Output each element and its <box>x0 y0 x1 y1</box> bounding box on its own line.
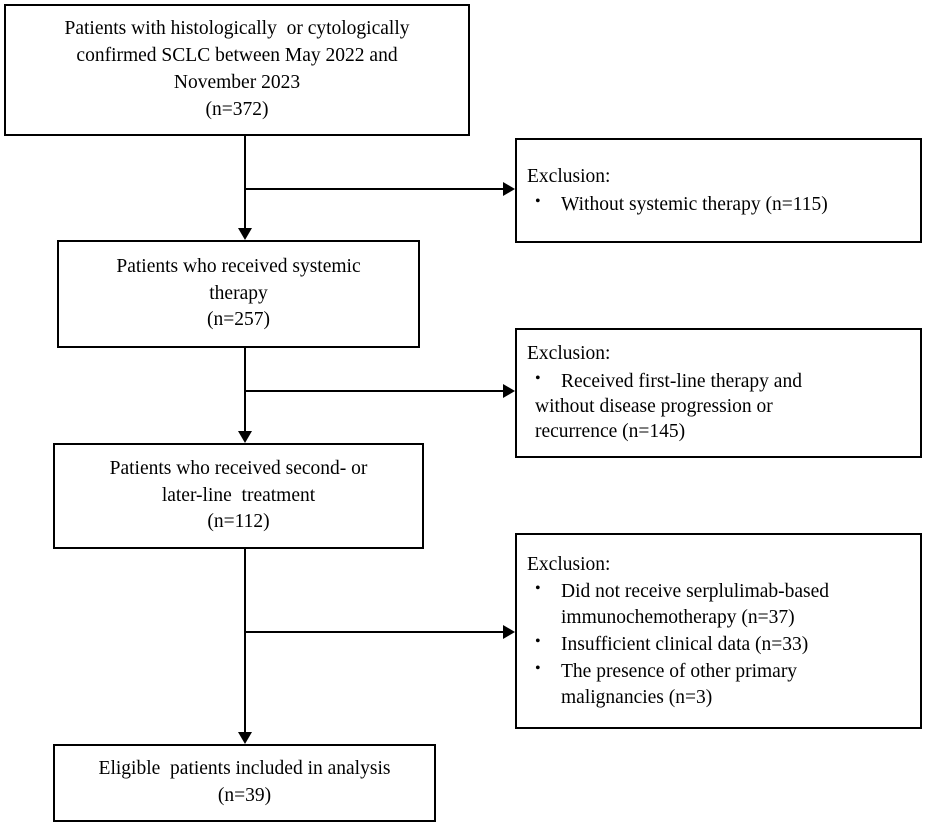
exclusion-1-item-1-line-1: • Without systemic therapy (n=115) <box>561 193 828 215</box>
exclusion-1-item-1 <box>517 192 920 217</box>
node-systemic-therapy-line-2: therapy <box>209 282 268 304</box>
exclusion-3-list <box>517 577 920 710</box>
node-enrollment-line-2: confirmed SCLC between May 2022 and <box>76 45 398 67</box>
node-second-or-later-line-line-2: later-line treatment <box>161 484 316 506</box>
exclusion-3-item-2-line-1: • Insufficient clinical data (n=33) <box>561 634 809 655</box>
arrowhead-exclusion-1 <box>503 182 515 196</box>
exclusion-2-item-1-line-3: recurrence (n=145) <box>535 421 686 443</box>
node-enrollment-line-1: Patients with histologically or cytologically <box>64 18 410 40</box>
arrowhead-enrollment-to-systemic <box>238 228 252 240</box>
node-systemic-therapy-line-3: (n=257) <box>207 309 270 331</box>
exclusion-2-title: Exclusion: <box>527 343 611 365</box>
node-second-or-later-line-line-3: (n=112) <box>207 511 270 533</box>
node-second-or-later-line <box>53 443 424 549</box>
node-second-or-later-line-line-1: Patients who received second- or <box>109 457 368 479</box>
exclusion-2-item-1 <box>517 369 920 445</box>
exclusion-3-item-1-line-1: • Did not receive serplulimab-based <box>561 581 830 603</box>
exclusion-2-item-1-line-1: • Received first-line therapy and <box>561 370 802 392</box>
connector-branch-exclusion-2 <box>244 390 503 392</box>
node-enrollment <box>4 4 470 136</box>
connector-secondline-to-eligible <box>244 549 246 732</box>
exclusion-3-item-1-line-2: immunochemotherapy (n=37) <box>561 606 795 628</box>
connector-branch-exclusion-1 <box>244 188 503 190</box>
arrowhead-systemic-to-secondline <box>238 431 252 443</box>
connector-enrollment-to-systemic <box>244 136 246 228</box>
exclusion-box-3 <box>515 533 922 729</box>
exclusion-1-title: Exclusion: <box>527 166 611 188</box>
exclusion-3-item-3 <box>517 659 920 710</box>
node-eligible <box>53 744 436 822</box>
node-eligible-line-2: (n=39) <box>217 785 272 806</box>
node-systemic-therapy <box>57 240 420 348</box>
exclusion-3-title: Exclusion: <box>527 553 611 575</box>
exclusion-3-item-1 <box>517 579 920 630</box>
exclusion-box-2 <box>515 328 922 458</box>
exclusion-3-item-3-line-2: malignancies (n=3) <box>561 686 713 708</box>
arrowhead-exclusion-2 <box>503 384 515 398</box>
node-systemic-therapy-line-1: Patients who received systemic <box>116 255 361 277</box>
exclusion-2-list <box>517 367 920 445</box>
exclusion-3-item-2 <box>517 632 920 657</box>
node-enrollment-line-4: (n=372) <box>205 98 269 120</box>
arrowhead-secondline-to-eligible <box>238 732 252 744</box>
arrowhead-exclusion-3 <box>503 625 515 639</box>
node-enrollment-line-3: November 2023 <box>173 72 301 93</box>
connector-branch-exclusion-3 <box>244 631 503 633</box>
exclusion-box-1 <box>515 138 922 243</box>
exclusion-2-item-1-line-2: without disease progression or <box>535 396 773 417</box>
node-eligible-line-1: Eligible patients included in analysis <box>98 758 391 780</box>
exclusion-3-item-3-line-1: • The presence of other primary <box>561 661 798 683</box>
exclusion-1-list <box>517 190 920 217</box>
